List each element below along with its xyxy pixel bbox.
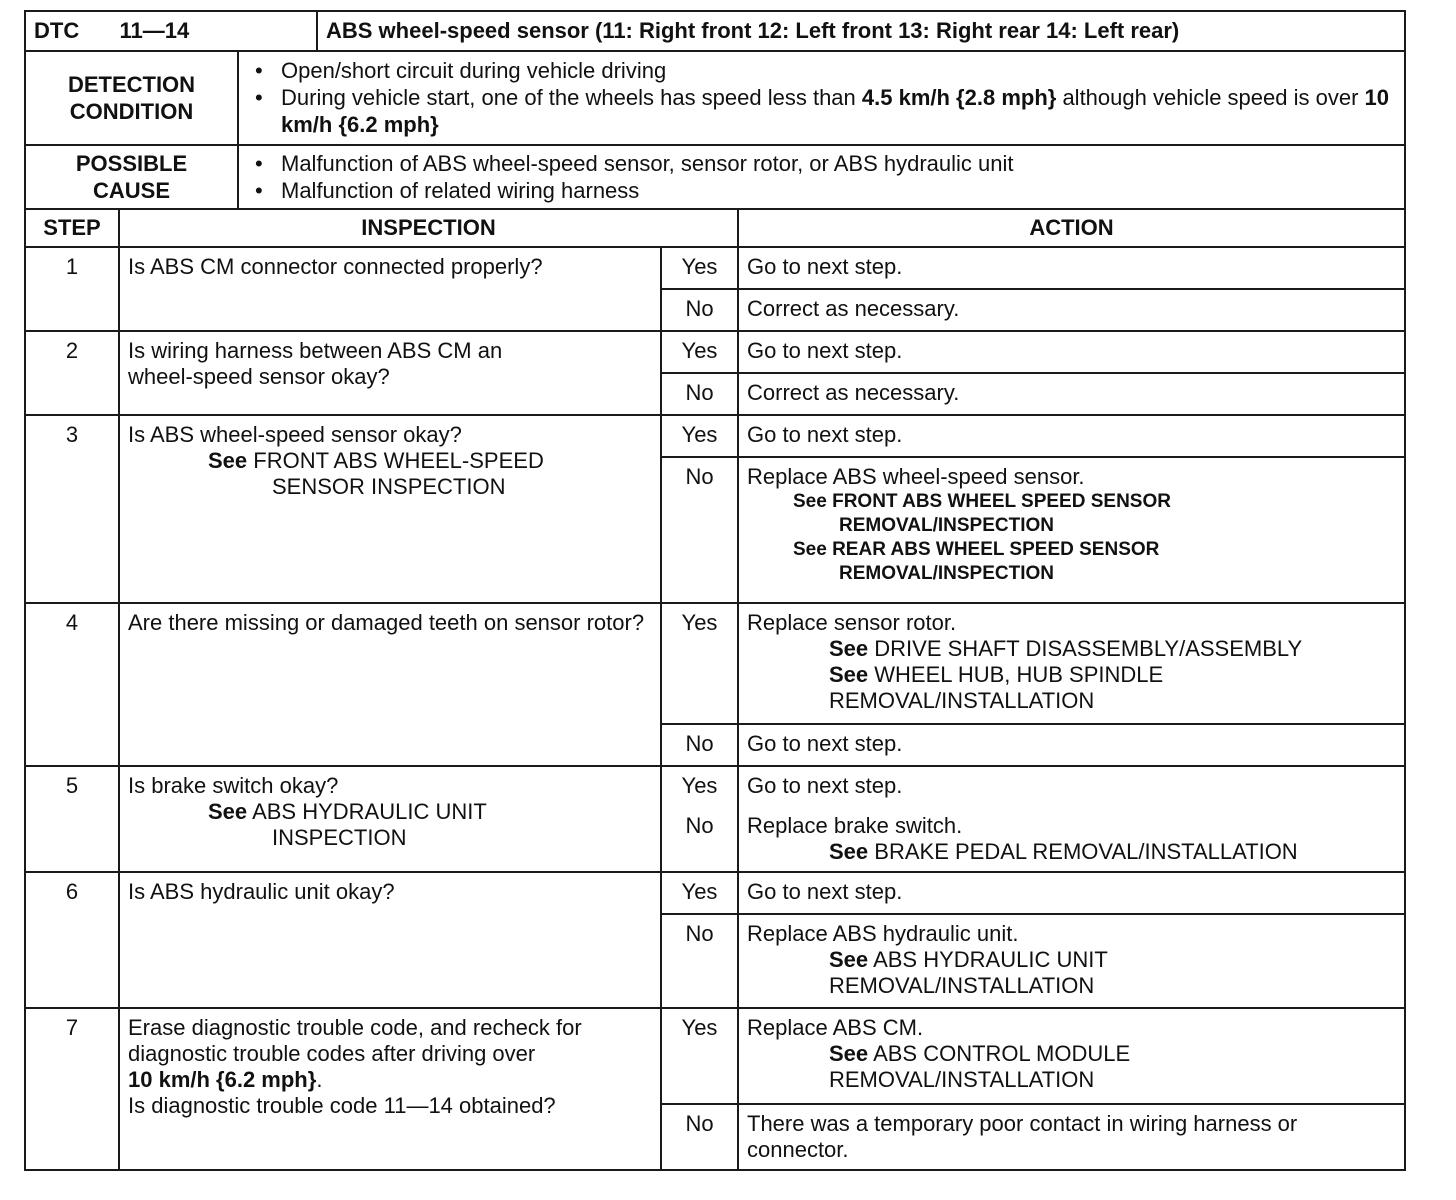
see-reference: See DRIVE SHAFT DISASSEMBLY/ASSEMBLY — [829, 636, 1303, 661]
action-yes — [738, 603, 1405, 724]
answer-yes: Yes — [661, 603, 738, 724]
table-row — [25, 331, 1405, 373]
cause-body — [238, 145, 1405, 209]
table-row — [25, 766, 1405, 807]
answer-yes: Yes — [661, 766, 738, 807]
cause-label — [25, 145, 238, 209]
step-number: 1 — [25, 247, 119, 331]
cause-label-line2: CAUSE — [92, 178, 170, 203]
action-no — [738, 807, 1405, 872]
see-reference: See BRAKE PEDAL REMOVAL/INSTALLATION — [829, 839, 1298, 864]
col-step: STEP — [25, 209, 119, 247]
col-action: ACTION — [738, 209, 1405, 247]
step-number: 5 — [25, 766, 119, 872]
step-number: 7 — [25, 1008, 119, 1170]
see-reference: See FRONT ABS WHEEL SPEED SENSOR REMOVAL/INSPECTION — [793, 491, 1171, 536]
dtc-procedure-sheet — [24, 10, 1406, 1171]
action-yes — [738, 1008, 1405, 1104]
inspection-question: Is ABS wheel-speed sensor okay? — [128, 422, 462, 447]
action-no — [738, 914, 1405, 1008]
inspection-text: Erase diagnostic trouble code, and recheck for diagnostic trouble codes after driving over — [128, 1015, 582, 1066]
answer-no: No — [661, 457, 738, 603]
see-reference: See REAR ABS WHEEL SPEED SENSOR REMOVAL/INSPECTION — [793, 539, 1160, 584]
detection-label-line2: CONDITION — [69, 99, 194, 124]
see-reference-cont: INSPECTION — [272, 825, 407, 850]
detection-label — [25, 51, 238, 145]
action-no: Go to next step. — [738, 724, 1405, 766]
action-text: Replace brake switch. — [747, 813, 963, 838]
answer-no: No — [661, 373, 738, 415]
column-header-row — [25, 209, 1405, 247]
see-reference: See ABS HYDRAULIC UNIT — [208, 799, 487, 824]
action-no: There was a temporary poor contact in wiring harness or connector. — [738, 1104, 1405, 1170]
step-inspection: Is ABS CM connector connected properly? — [119, 247, 661, 331]
cause-item-1: • Malfunction of ABS wheel-speed sensor, sensor rotor, or ABS hydraulic unit — [245, 150, 1398, 177]
answer-yes: Yes — [661, 247, 738, 289]
conditions-table — [24, 50, 1406, 210]
answer-yes: Yes — [661, 331, 738, 373]
step-number: 4 — [25, 603, 119, 766]
action-yes: Go to next step. — [738, 766, 1405, 807]
action-yes: Go to next step. — [738, 415, 1405, 457]
answer-yes: Yes — [661, 415, 738, 457]
step-inspection — [119, 415, 661, 603]
see-reference: See FRONT ABS WHEEL-SPEED — [208, 448, 544, 473]
col-inspection: INSPECTION — [119, 209, 738, 247]
action-no: Correct as necessary. — [738, 289, 1405, 331]
step-inspection: Is wiring harness between ABS CM an wheel-speed sensor okay? — [119, 331, 661, 415]
detection-item-2: • During vehicle start, one of the wheels has speed less than 4.5 km/h {2.8 mph} although vehicle speed is over 10 km/h {6.2 mph} — [245, 84, 1398, 138]
action-no — [738, 457, 1405, 603]
answer-yes: Yes — [661, 872, 738, 914]
table-row — [25, 872, 1405, 914]
action-text: Replace ABS hydraulic unit. — [747, 921, 1019, 946]
answer-no: No — [661, 289, 738, 331]
dtc-code: 11—14 — [119, 18, 190, 43]
table-row — [25, 603, 1405, 724]
inspection-speed: 10 km/h {6.2 mph} — [128, 1067, 317, 1092]
inspection-period: . — [316, 1067, 323, 1092]
dtc-code-cell — [25, 11, 317, 51]
step-inspection: Is ABS hydraulic unit okay? — [119, 872, 661, 1008]
step-number: 6 — [25, 872, 119, 1008]
dtc-title: ABS wheel-speed sensor (11: Right front 12: Left front 13: Right rear 14: Left rear) — [317, 11, 1405, 51]
table-row — [25, 247, 1405, 289]
cause-item-2: • Malfunction of related wiring harness — [245, 177, 1398, 204]
action-text: Replace sensor rotor. — [747, 610, 957, 635]
table-row — [25, 1008, 1405, 1104]
dtc-label: DTC — [34, 18, 80, 43]
step-inspection — [119, 766, 661, 872]
cause-label-line1: POSSIBLE — [75, 151, 188, 176]
step-inspection — [119, 1008, 661, 1170]
answer-no: No — [661, 807, 738, 872]
see-reference: See WHEEL HUB, HUB SPINDLE REMOVAL/INSTALLATION — [829, 662, 1164, 713]
action-no: Correct as necessary. — [738, 373, 1405, 415]
see-reference: See ABS CONTROL MODULE REMOVAL/INSTALLATION — [829, 1041, 1131, 1092]
action-yes: Go to next step. — [738, 872, 1405, 914]
see-reference-cont: SENSOR INSPECTION — [272, 474, 506, 499]
inspection-question: Is diagnostic trouble code 11—14 obtained? — [128, 1093, 556, 1118]
detection-item-1: • Open/short circuit during vehicle driving — [245, 57, 1398, 84]
action-yes: Go to next step. — [738, 247, 1405, 289]
action-yes: Go to next step. — [738, 331, 1405, 373]
action-text: Replace ABS wheel-speed sensor. — [747, 464, 1085, 489]
step-number: 2 — [25, 331, 119, 415]
inspection-question: Is brake switch okay? — [128, 773, 339, 798]
answer-no: No — [661, 1104, 738, 1170]
detection-label-line1: DETECTION — [67, 72, 196, 97]
action-text: Replace ABS CM. — [747, 1015, 924, 1040]
answer-yes: Yes — [661, 1008, 738, 1104]
detection-body — [238, 51, 1405, 145]
dtc-header-table — [24, 10, 1406, 52]
step-inspection: Are there missing or damaged teeth on sensor rotor? — [119, 603, 661, 766]
answer-no: No — [661, 914, 738, 1008]
table-row — [25, 415, 1405, 457]
see-reference: See ABS HYDRAULIC UNIT REMOVAL/INSTALLATION — [829, 947, 1108, 998]
step-number: 3 — [25, 415, 119, 603]
answer-no: No — [661, 724, 738, 766]
inspection-steps-table — [24, 208, 1406, 1171]
